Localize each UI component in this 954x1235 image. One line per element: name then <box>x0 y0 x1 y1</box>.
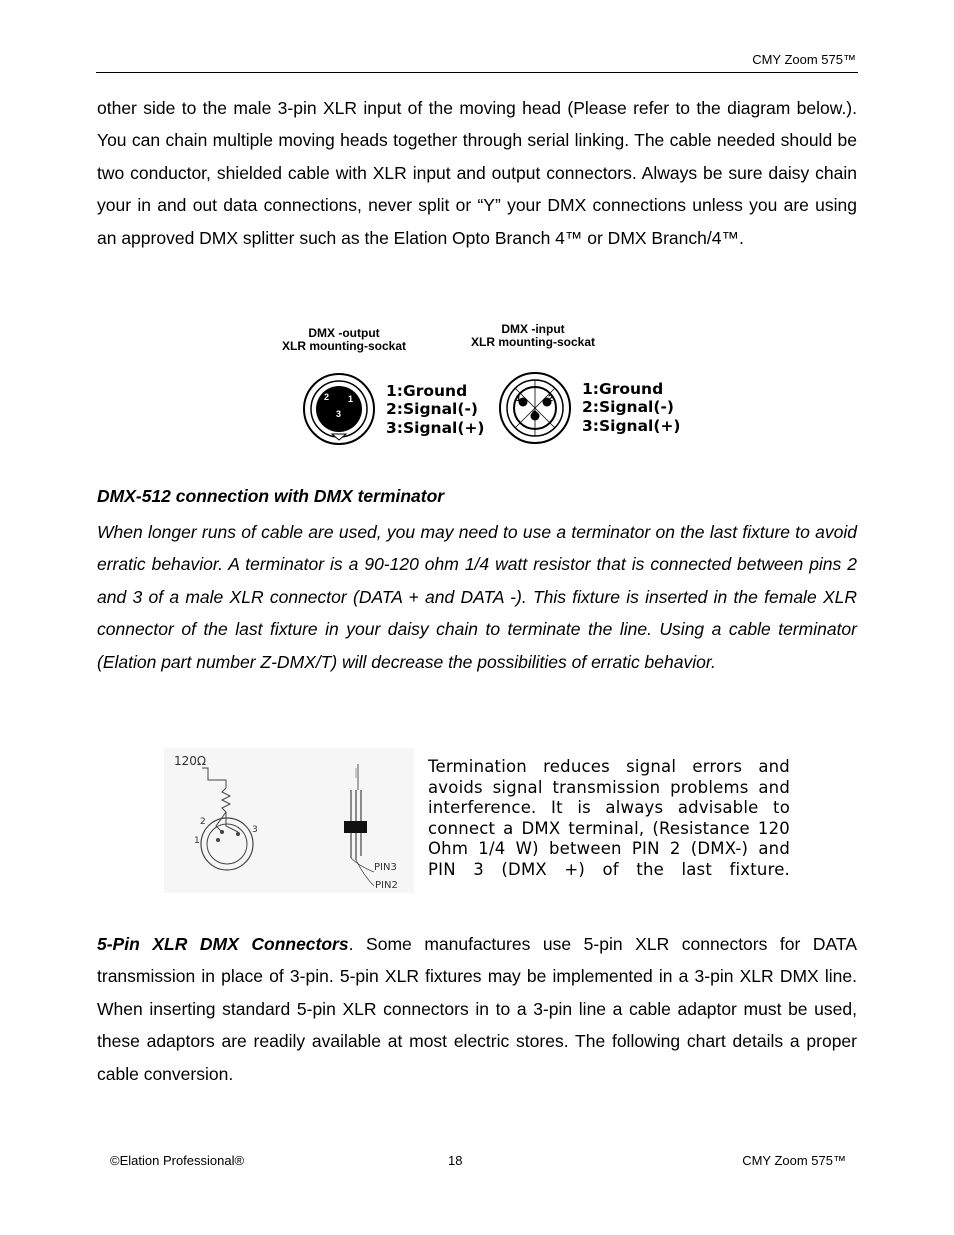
xlr-socket-diagram <box>270 316 690 452</box>
term-pin-1-number: 1 <box>194 836 200 846</box>
input-pin-3-label: 3:Signal(+) <box>582 417 681 435</box>
resistor-label: 120Ω <box>174 754 207 768</box>
terminator-heading: DMX-512 connection with DMX terminator <box>97 486 445 506</box>
term-pin-3-number: 3 <box>252 825 258 835</box>
page-header: CMY Zoom 575™ <box>752 52 856 67</box>
five-pin-body: . Some manufactures use 5-pin XLR connectors for DATA transmission in place of 3-pin. 5-pin XLR fixtures may be implemented in a 3-pin XLR DMX line. When inserting standard 5-pin XLR connectors in to a 3-pin line a cable adaptor must be used, these adaptors are readily available at most electric stores. The following chart details a proper cable conversion. <box>97 934 857 1084</box>
xlr-input-socket-icon <box>500 373 570 443</box>
input-label-line1: DMX -input <box>501 322 565 336</box>
input-pin-1-number: 1 <box>516 393 522 403</box>
five-pin-paragraph <box>97 928 857 1090</box>
output-pin-1-number: 1 <box>348 394 354 404</box>
output-pin-2-number: 2 <box>324 392 330 402</box>
pin3-label: PIN3 <box>374 862 397 873</box>
output-label-line1: DMX -output <box>308 326 380 340</box>
footer-page-number: 18 <box>448 1153 463 1168</box>
input-label-line2: XLR mounting-sockat <box>470 335 596 349</box>
output-pin-1-label: 1:Ground <box>386 382 468 400</box>
output-pin-2-label: 2:Signal(-) <box>386 400 478 418</box>
termination-note: Termination reduces signal errors and avoids signal transmission problems and interference. It is always advisable to connect a DMX terminal, (Resistance 120 Ohm 1/4 W) between PIN 2 (DMX-) and PIN 3 (DMX +) of the last fixture. <box>428 757 790 879</box>
input-pin-1-label: 1:Ground <box>582 380 664 398</box>
termination-diagram <box>164 748 414 893</box>
output-pin-3-number: 3 <box>336 409 342 419</box>
xlr-output-socket-icon <box>304 374 374 444</box>
output-pin-3-label: 3:Signal(+) <box>386 419 485 437</box>
five-pin-lead: 5-Pin XLR DMX Connectors <box>97 934 349 954</box>
footer-product: CMY Zoom 575™ <box>742 1153 846 1168</box>
output-label-line2: XLR mounting-sockat <box>281 339 407 353</box>
term-pin-2-number: 2 <box>200 817 206 827</box>
input-pin-2-label: 2:Signal(-) <box>582 398 674 416</box>
input-pin-3-number: 3 <box>532 409 538 419</box>
pin2-label: PIN2 <box>375 880 398 891</box>
terminator-paragraph: When longer runs of cable are used, you may need to use a terminator on the last fixture to avoid erratic behavior. A terminator is a 90-120 ohm 1/4 watt resistor that is connected between pins 2 and 3 of a male XLR connector (DATA + and DATA -). This fixture is inserted in the female XLR connector of the last fixture in your daisy chain to terminate the line. Using a cable terminator (Elation part number Z-DMX/T) will decrease the possibilities of erratic behavior. <box>97 522 857 672</box>
header-rule <box>96 72 858 73</box>
footer-copyright: ©Elation Professional® <box>110 1153 245 1168</box>
input-pin-2-number: 2 <box>548 393 554 403</box>
intro-paragraph: other side to the male 3-pin XLR input of the moving head (Please refer to the diagram below.). You can chain multiple moving heads together through serial linking. The cable needed should be two conductor, shielded cable with XLR input and output connectors. Always be sure daisy chain your in and out data connections, never split or “Y” your DMX connections unless you are using an approved DMX splitter such as the Elation Opto Branch 4™ or DMX Branch/4™. <box>97 98 857 248</box>
